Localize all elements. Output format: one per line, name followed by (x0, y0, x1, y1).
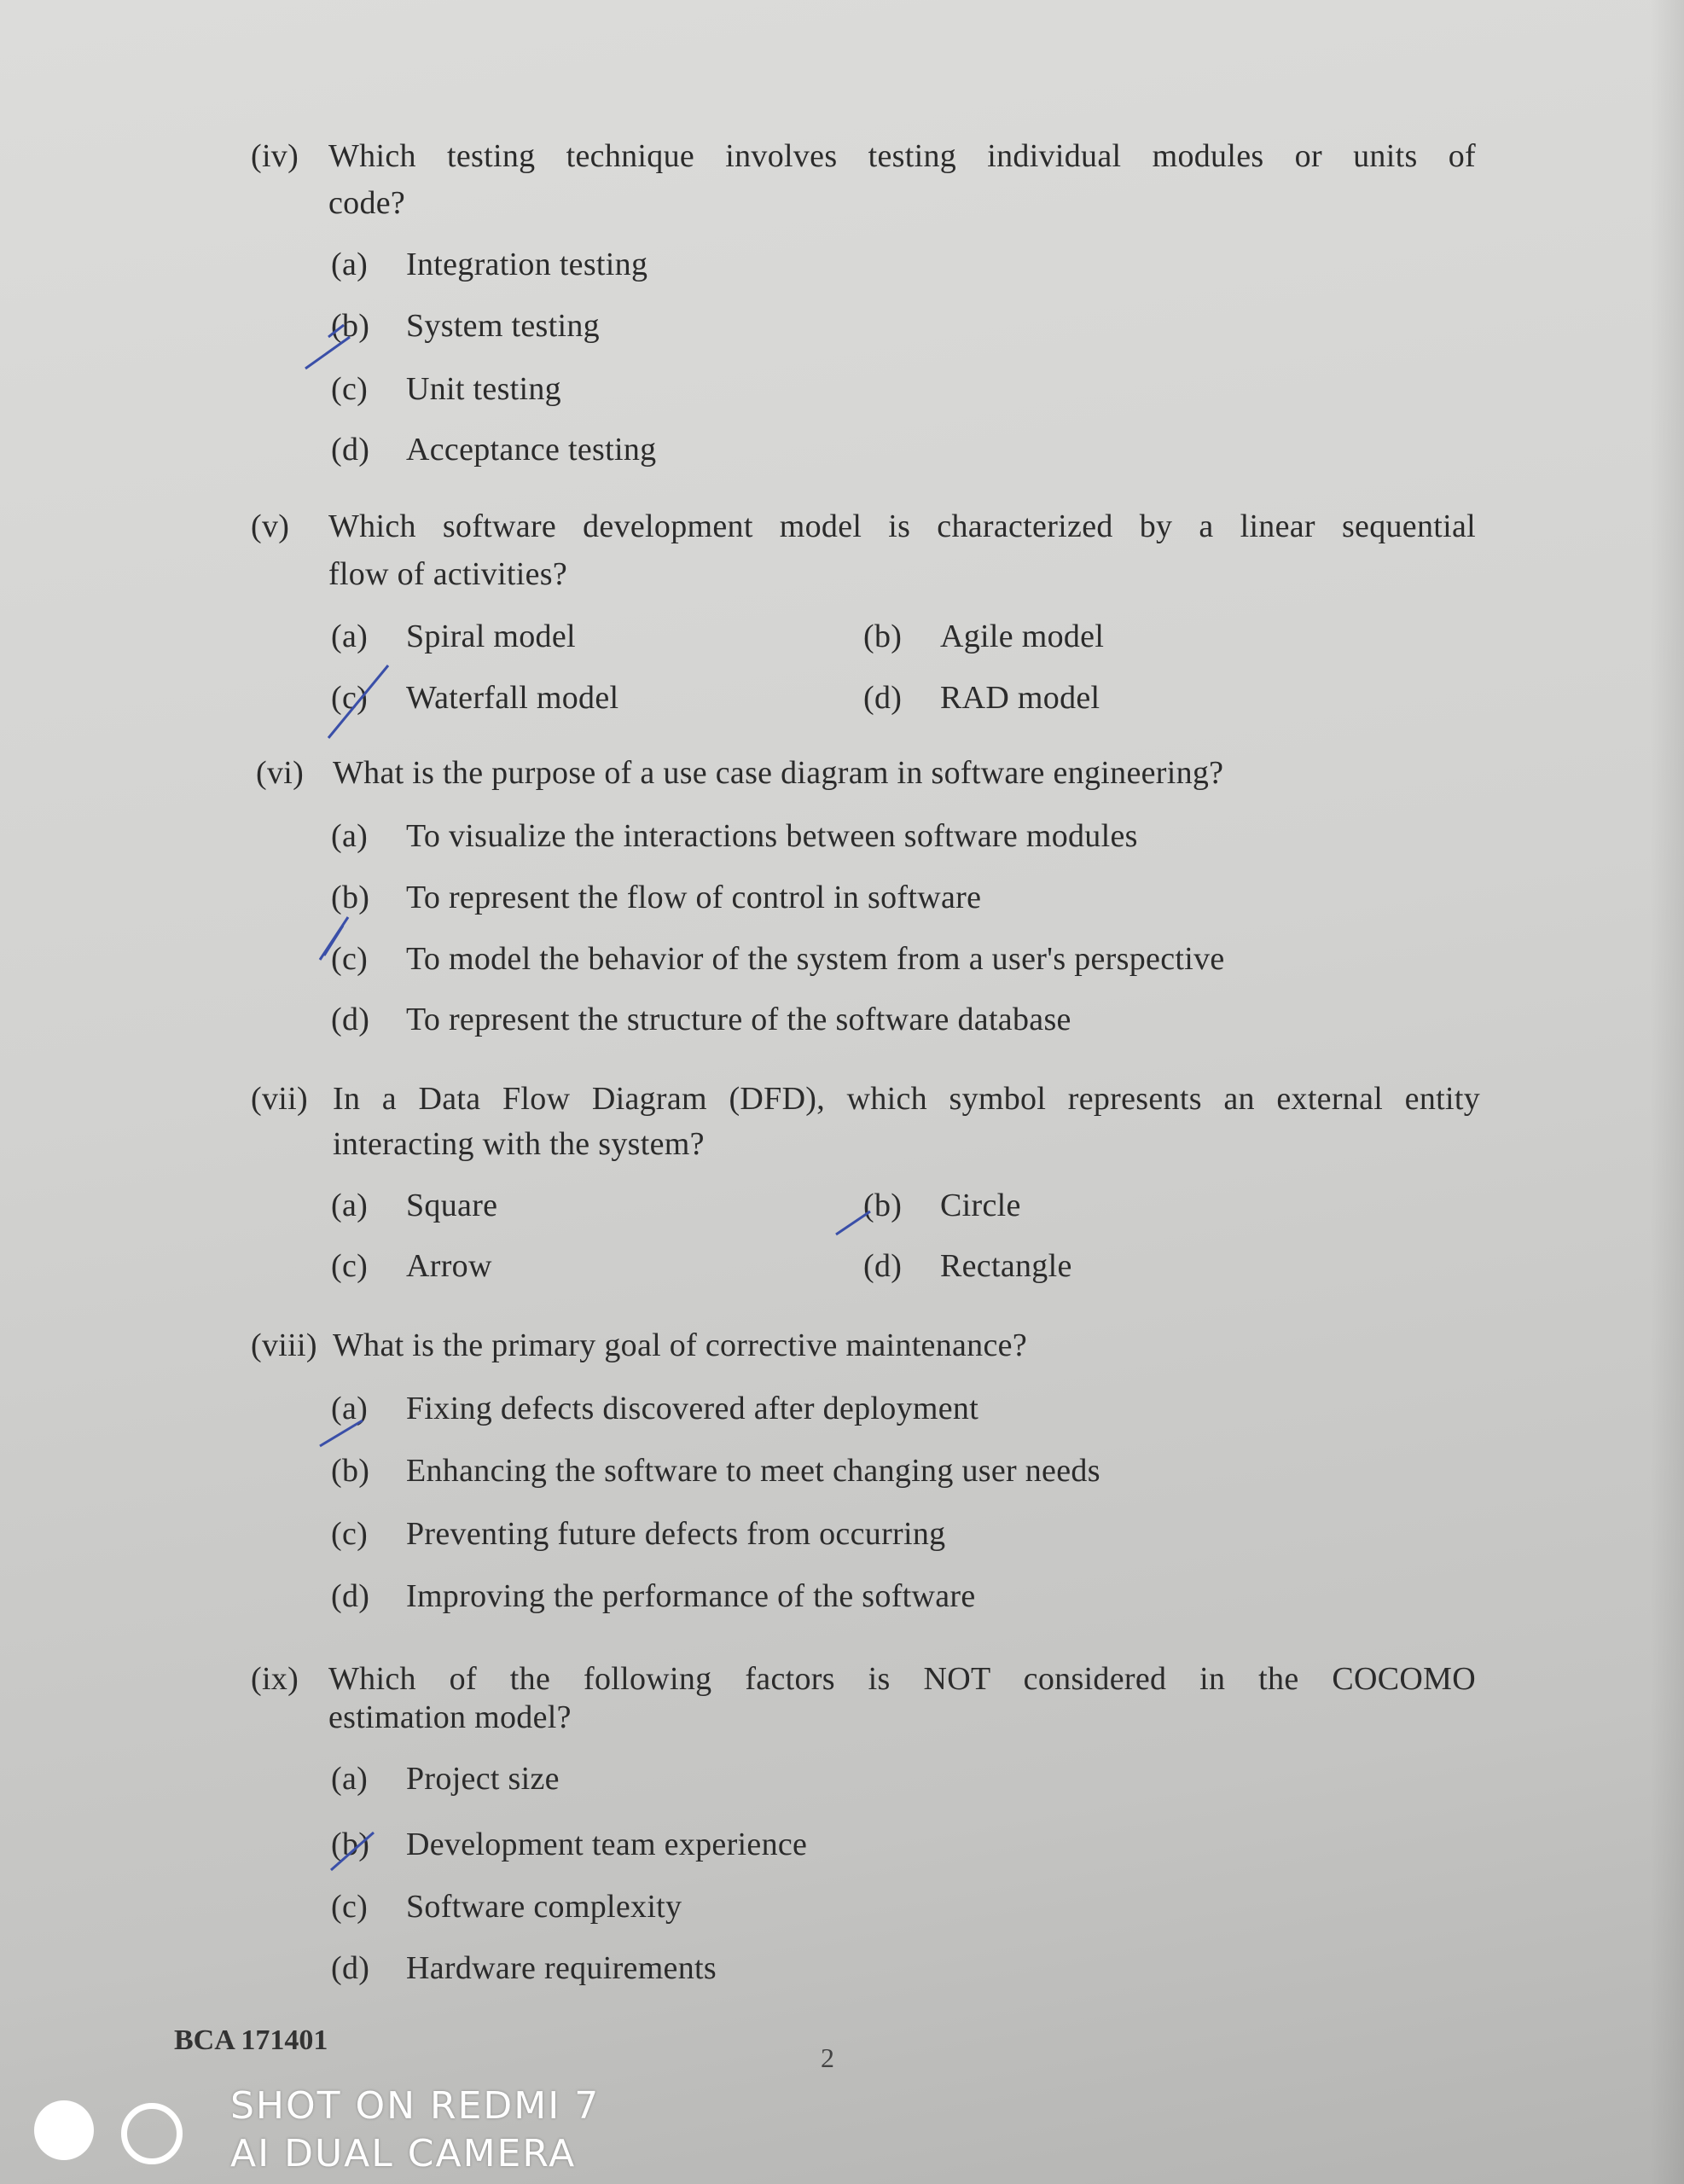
option-label: (c) (331, 371, 369, 407)
question-text-line: flow of activities? (328, 556, 568, 592)
option-label: (a) (331, 1761, 369, 1797)
option-text: Project size (406, 1761, 560, 1797)
option-label: (c) (331, 1516, 369, 1552)
option-text: Arrow (406, 1248, 492, 1284)
option-text: Fixing defects discovered after deployment (406, 1391, 979, 1426)
option-label: (a) (331, 818, 369, 854)
question-text-line: In a Data Flow Diagram (DFD), which symbol represents an external entity (333, 1081, 1480, 1117)
option-label: (d) (863, 680, 903, 716)
option-text: System testing (406, 308, 600, 344)
paper-code: BCA 171401 (174, 2024, 328, 2056)
question-number: (viii) (251, 1327, 317, 1363)
option-label: (b) (331, 880, 370, 915)
option-text: Preventing future defects from occurring (406, 1516, 946, 1552)
watermark-ring-icon (121, 2103, 183, 2164)
option-text: Rectangle (940, 1248, 1072, 1284)
watermark-line-2: AI DUAL CAMERA (230, 2132, 577, 2175)
option-label: (b) (331, 1453, 370, 1489)
option-text: Improving the performance of the software (406, 1578, 976, 1614)
option-text: Enhancing the software to meet changing user needs (406, 1453, 1100, 1489)
option-text: Hardware requirements (406, 1950, 717, 1986)
question-text-line: interacting with the system? (333, 1126, 705, 1162)
option-text: Circle (940, 1188, 1021, 1223)
option-label: (b) (331, 1827, 370, 1862)
question-number: (iv) (251, 138, 299, 174)
option-text: Integration testing (406, 247, 648, 282)
question-text-line: Which of the following factors is NOT considered in the COCOMO (328, 1661, 1476, 1697)
option-label: (c) (331, 941, 369, 977)
question-text-line: code? (328, 185, 406, 221)
watermark-filled-circle-icon (34, 2100, 94, 2160)
question-text-line: What is the primary goal of corrective maintenance? (333, 1327, 1027, 1363)
paper-edge-shadow (1650, 0, 1684, 2184)
question-text-line: estimation model? (328, 1699, 572, 1735)
question-number: (vii) (251, 1081, 308, 1117)
option-text: Waterfall model (406, 680, 619, 716)
question-number: (ix) (251, 1661, 299, 1697)
question-text-line: What is the purpose of a use case diagram in software engineering? (333, 755, 1224, 791)
option-label: (a) (331, 247, 369, 282)
option-text: Agile model (940, 619, 1105, 654)
option-text: Software complexity (406, 1889, 682, 1925)
option-text: To model the behavior of the system from a user's perspective (406, 941, 1225, 977)
option-label: (b) (331, 308, 370, 344)
question-text-line: Which testing technique involves testing individual modules or units of (328, 138, 1476, 174)
option-label: (c) (331, 1889, 369, 1925)
option-text: Acceptance testing (406, 432, 657, 468)
option-label: (d) (331, 1950, 370, 1986)
option-label: (a) (331, 1391, 369, 1426)
question-number: (v) (251, 508, 290, 544)
option-label: (b) (863, 1188, 903, 1223)
question-number: (vi) (256, 755, 305, 791)
option-text: Square (406, 1188, 498, 1223)
option-text: Spiral model (406, 619, 576, 654)
option-label: (a) (331, 1188, 369, 1223)
option-label: (b) (863, 619, 903, 654)
question-text-line: Which software development model is characterized by a linear sequential (328, 508, 1476, 544)
option-label: (c) (331, 1248, 369, 1284)
option-text: To represent the structure of the software database (406, 1002, 1071, 1037)
option-label: (a) (331, 619, 369, 654)
option-label: (d) (331, 1002, 370, 1037)
option-text: Unit testing (406, 371, 561, 407)
watermark-line-1: SHOT ON REDMI 7 (230, 2084, 601, 2128)
option-label: (c) (331, 680, 369, 716)
option-label: (d) (331, 432, 370, 468)
option-label: (d) (331, 1578, 370, 1614)
option-label: (d) (863, 1248, 903, 1284)
option-text: To visualize the interactions between software modules (406, 818, 1138, 854)
page-number: 2 (821, 2042, 834, 2073)
option-text: RAD model (940, 680, 1100, 716)
option-text: To represent the flow of control in software (406, 880, 982, 915)
option-text: Development team experience (406, 1827, 808, 1862)
